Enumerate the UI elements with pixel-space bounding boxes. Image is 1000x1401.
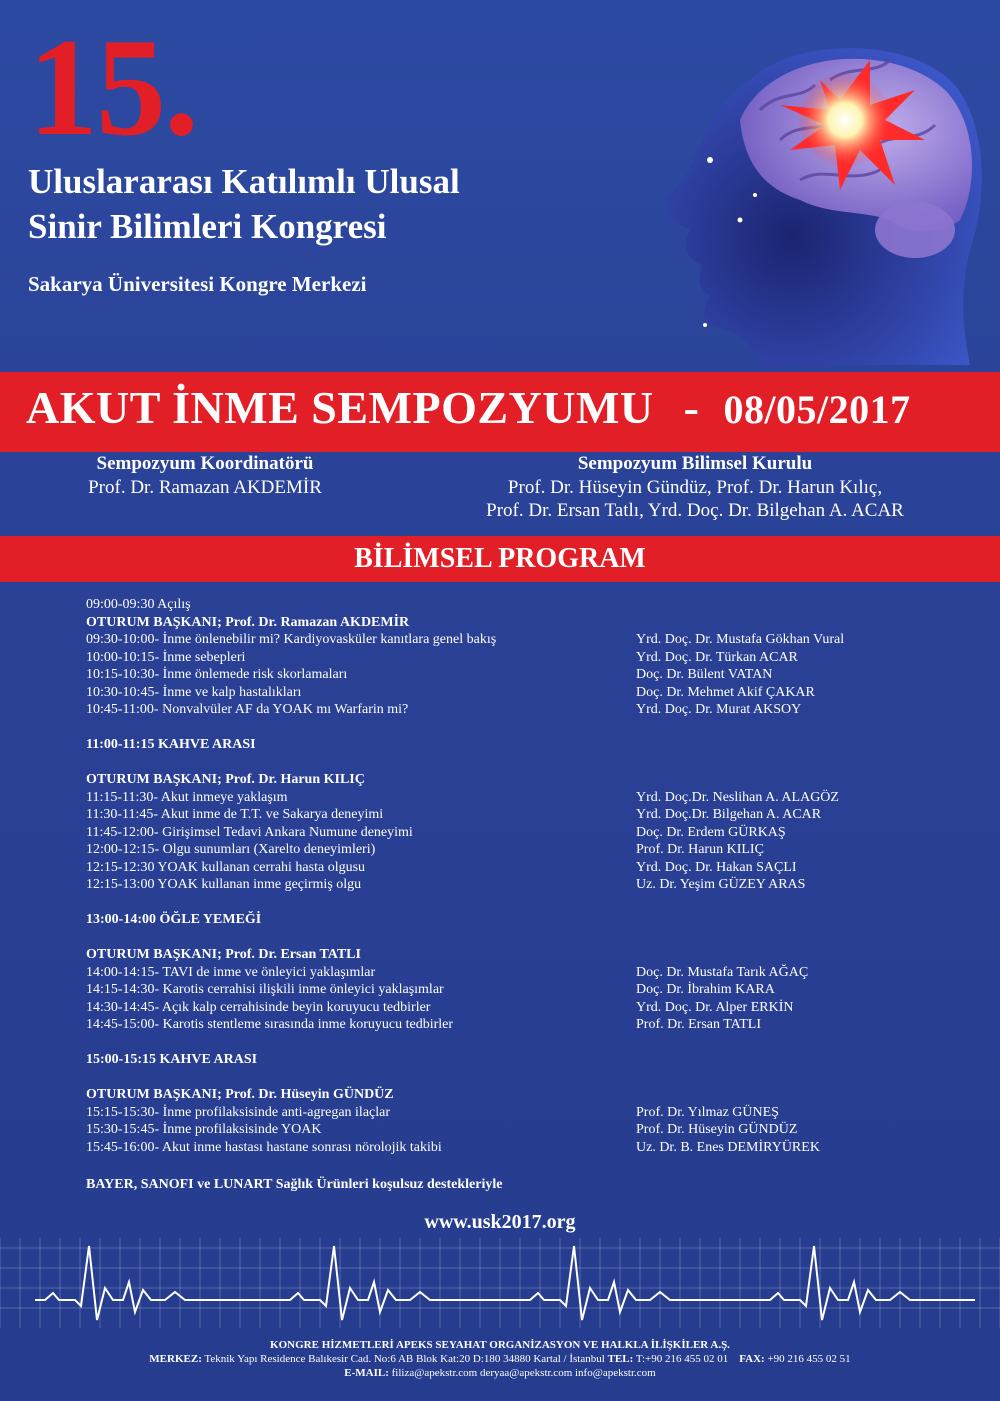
session-speaker <box>636 946 986 964</box>
schedule-heading-row <box>86 1051 986 1069</box>
session-speaker: Uz. Dr. Yeşim GÜZEY ARAS <box>636 877 806 892</box>
session-topic: 14:45-15:00- Karotis stentleme sırasında inme koruyucu tedbirler <box>86 1017 454 1032</box>
edition-number: 15. <box>28 10 197 165</box>
session-topic: 15:00-15:15 KAHVE ARASI <box>86 1052 258 1067</box>
coordinator-heading: Sempozyum Koordinatörü <box>96 453 314 474</box>
session-speaker: Yrd. Doç.Dr. Neslihan A. ALAGÖZ <box>636 789 839 805</box>
schedule-row <box>86 806 986 824</box>
schedule-spacer <box>86 719 986 737</box>
address-label: MERKEZ: <box>149 1353 202 1365</box>
schedule-row <box>86 666 986 684</box>
congress-title-line2: Sinir Bilimleri Kongresi <box>28 207 387 246</box>
session-topic: 11:45-12:00- Girişimsel Tedavi Ankara Numune deneyimi <box>86 824 413 840</box>
venue: Sakarya Üniversitesi Kongre Merkezi <box>28 272 367 296</box>
session-topic: 09:30-10:00- İnme önlenebilir mi? Kardiyovasküler kanıtlara genel bakış <box>86 632 497 647</box>
session-topic: 14:30-14:45- Açık kalp cerrahisinde beyin koruyucu tedbirler <box>86 999 431 1015</box>
session-speaker: Doç. Dr. Mustafa Tarık AĞAÇ <box>636 964 809 980</box>
schedule-heading-row <box>86 1086 986 1104</box>
schedule-spacer <box>86 754 986 772</box>
session-topic: 10:30-10:45- İnme ve kalp hastalıkları <box>86 684 302 700</box>
schedule-spacer <box>86 1069 986 1087</box>
session-speaker: Prof. Dr. Ersan TATLI <box>636 1017 761 1032</box>
symposium-name: AKUT İNME SEMPOZYUMU <box>26 382 654 433</box>
board-members-line1: Prof. Dr. Hüseyin Gündüz, Prof. Dr. Harun Kılıç, <box>507 477 883 498</box>
symposium-title <box>26 380 911 435</box>
session-speaker: Doç. Dr. Erdem GÜRKAŞ <box>636 824 786 840</box>
schedule-row <box>86 981 986 999</box>
session-speaker: Yrd. Doç. Dr. Türkan ACAR <box>636 649 798 665</box>
schedule-row <box>86 824 986 842</box>
session-speaker: Prof. Dr. Harun KILIÇ <box>636 842 764 857</box>
session-topic: 15:30-15:45- İnme profilaksisinde YOAK <box>86 1122 322 1137</box>
schedule-spacer <box>86 929 986 947</box>
schedule-row <box>86 1121 986 1139</box>
schedule-row <box>86 789 986 807</box>
schedule-row <box>86 876 986 894</box>
session-topic: 14:00-14:15- TAVI de inme ve önleyici yaklaşımlar <box>86 964 376 980</box>
board-members-line2: Prof. Dr. Ersan Tatlı, Yrd. Doç. Dr. Bilgehan A. ACAR <box>486 500 904 521</box>
session-speaker: Yrd. Doç. Dr. Murat AKSOY <box>636 702 802 717</box>
session-speaker <box>636 614 986 632</box>
session-topic: 11:30-11:45- Akut inme de T.T. ve Sakarya deneyimi <box>86 807 384 822</box>
symposium-date: 08/05/2017 <box>723 387 911 432</box>
email-addresses[interactable]: filiza@apekstr.com deryaa@apekstr.com info@apekstr.com <box>391 1367 656 1379</box>
schedule-spacer <box>86 894 986 912</box>
session-speaker: Yrd. Doç. Dr. Alper ERKİN <box>636 999 794 1015</box>
session-speaker: Prof. Dr. Hüseyin GÜNDÜZ <box>636 1122 798 1137</box>
footer-address <box>0 1352 1000 1366</box>
session-topic: 12:15-12:30 YOAK kullanan cerrahi hasta olgusu <box>86 859 366 875</box>
schedule-row <box>86 841 986 859</box>
session-topic: 10:15-10:30- İnme önlemede risk skorlamaları <box>86 667 348 682</box>
schedule-row <box>86 1139 986 1157</box>
schedule-row <box>86 1016 986 1034</box>
ecg-heartbeat-line-icon <box>0 1238 1000 1328</box>
website-link[interactable]: www.usk2017.org <box>424 1211 576 1233</box>
session-topic: 14:15-14:30- Karotis cerrahisi ilişkili inme önleyici yaklaşımlar <box>86 982 444 997</box>
schedule-row <box>86 859 986 877</box>
session-topic: 15:15-15:30- İnme profilaksisinde anti-agregan ilaçlar <box>86 1104 391 1120</box>
fax-number: +90 216 455 02 51 <box>767 1353 851 1365</box>
schedule-row <box>86 999 986 1017</box>
session-speaker <box>636 596 986 614</box>
session-speaker <box>636 1086 986 1104</box>
congress-title-line1: Uluslararası Katılımlı Ulusal <box>28 162 460 201</box>
tel-label: TEL: <box>607 1353 634 1365</box>
symposium-dash: - <box>683 382 700 433</box>
schedule-row <box>86 964 986 982</box>
session-speaker: Yrd. Doç.Dr. Bilgehan A. ACAR <box>636 807 822 822</box>
session-topic: OTURUM BAŞKANI; Prof. Dr. Ersan TATLI <box>86 947 361 962</box>
schedule-heading-row <box>86 614 986 632</box>
schedule-row <box>86 701 986 719</box>
session-speaker <box>636 1051 986 1069</box>
session-topic: OTURUM BAŞKANI; Prof. Dr. Hüseyin GÜNDÜZ <box>86 1087 394 1102</box>
fax-label: FAX: <box>739 1353 765 1365</box>
schedule-heading-row <box>86 736 986 754</box>
schedule-row <box>86 631 986 649</box>
session-topic: 12:15-13:00 YOAK kullanan inme geçirmiş olgu <box>86 877 362 892</box>
schedule-list <box>86 596 986 1156</box>
session-topic: OTURUM BAŞKANI; Prof. Dr. Ramazan AKDEMİR <box>86 614 410 630</box>
schedule-row <box>86 1104 986 1122</box>
session-speaker: Prof. Dr. Yılmaz GÜNEŞ <box>636 1104 779 1120</box>
session-topic: 11:15-11:30- Akut inmeye yaklaşım <box>86 789 288 805</box>
footer-email <box>0 1366 1000 1380</box>
session-speaker: Doç. Dr. İbrahim KARA <box>636 982 775 997</box>
tel-number: T:+90 216 455 02 01 <box>635 1353 729 1365</box>
session-speaker <box>636 736 986 754</box>
session-speaker <box>636 771 986 789</box>
schedule-heading-row <box>86 911 986 929</box>
session-speaker: Yrd. Doç. Dr. Mustafa Gökhan Vural <box>636 632 845 647</box>
session-topic: 11:00-11:15 KAHVE ARASI <box>86 737 256 752</box>
session-speaker: Doç. Dr. Mehmet Akif ÇAKAR <box>636 684 815 700</box>
session-topic: 09:00-09:30 Açılış <box>86 597 191 612</box>
session-topic: 15:45-16:00- Akut inme hastası hastane sonrası nörolojik takibi <box>86 1139 442 1155</box>
email-label: E-MAIL: <box>344 1367 389 1379</box>
address-text: Teknik Yapı Residence Balıkesir Cad. No:6 AB Blok Kat:20 D:180 34880 Kartal / İstanbul <box>204 1353 605 1365</box>
session-speaker: Doç. Dr. Bülent VATAN <box>636 667 773 682</box>
board-heading: Sempozyum Bilimsel Kurulu <box>577 453 813 474</box>
session-topic: 12:00-12:15- Olgu sunumları (Xarelto deneyimleri) <box>86 842 376 857</box>
session-topic: 10:45-11:00- Nonvalvüler AF da YOAK mı Warfarin mi? <box>86 702 409 717</box>
coordinator-name: Prof. Dr. Ramazan AKDEMİR <box>88 477 322 498</box>
session-topic: OTURUM BAŞKANI; Prof. Dr. Harun KILIÇ <box>86 772 365 787</box>
session-speaker: Uz. Dr. B. Enes DEMİRYÜREK <box>636 1139 820 1155</box>
session-topic: 10:00-10:15- İnme sebepleri <box>86 649 246 665</box>
footer-company: KONGRE HİZMETLERİ APEKS SEYAHAT ORGANİZASYON VE HALKLA İLİŞKİLER A.Ş. <box>270 1339 730 1351</box>
brain-head-illustration-icon <box>640 20 990 365</box>
session-speaker <box>636 911 986 929</box>
schedule-heading-row <box>86 771 986 789</box>
sponsor-note: BAYER, SANOFI ve LUNART Sağlık Ürünleri koşulsuz destekleriyle <box>86 1177 503 1192</box>
schedule-row <box>86 596 986 614</box>
session-topic: 13:00-14:00 ÖĞLE YEMEĞİ <box>86 912 262 927</box>
schedule-row <box>86 649 986 667</box>
schedule-heading-row <box>86 946 986 964</box>
program-title: BİLİMSEL PROGRAM <box>354 543 646 574</box>
session-speaker: Yrd. Doç. Dr. Hakan SAÇLI <box>636 859 797 875</box>
schedule-spacer <box>86 1034 986 1052</box>
schedule-row <box>86 684 986 702</box>
